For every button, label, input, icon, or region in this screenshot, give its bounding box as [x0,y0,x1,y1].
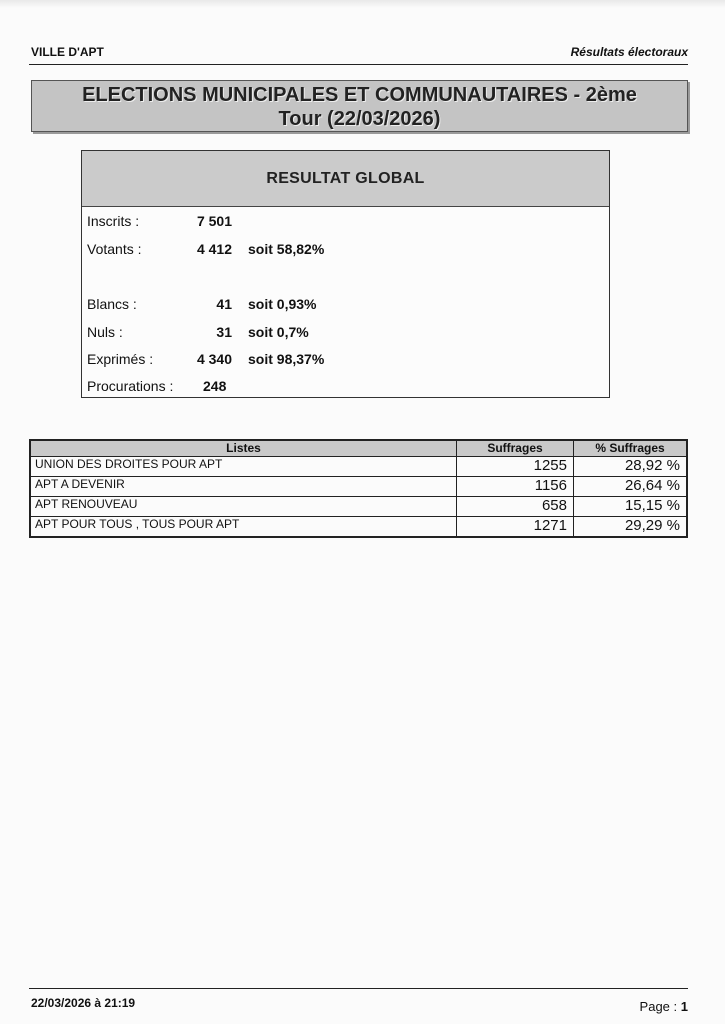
header-divider [29,64,688,65]
exprimes-label: Exprimés : [87,351,154,367]
election-title-line-1: ELECTIONS MUNICIPALES ET COMMUNAUTAIRES - 2ème [82,84,637,106]
header-pct-suffrages: % Suffrages [574,440,688,457]
list-votes: 1156 [457,477,574,497]
stat-row-exprimes [82,349,609,369]
list-results-table [29,439,688,538]
list-percent: 29,29 % [574,517,688,538]
election-title-banner [31,80,688,132]
stat-row-nuls [82,322,609,342]
stat-row-procurations [82,376,609,396]
list-votes: 1271 [457,517,574,538]
list-name: APT RENOUVEAU [30,497,457,517]
inscrits-value: 7 501 [196,213,232,229]
global-results-heading: RESULTAT GLOBAL [82,151,609,207]
header-suffrages: Suffrages [457,440,574,457]
table-row [30,497,687,517]
list-name: APT A DEVENIR [30,477,457,497]
stat-row-votants [82,239,609,259]
list-votes: 658 [457,497,574,517]
results-header-row [30,440,687,457]
global-results-panel [81,150,610,398]
town-name: VILLE D'APT [31,45,104,59]
table-row [30,517,687,538]
votants-label: Votants : [87,241,142,257]
list-name: UNION DES DROITES POUR APT [30,457,457,477]
list-percent: 28,92 % [574,457,688,477]
nuls-percent: soit 0,7% [248,324,309,340]
nuls-value: 31 [216,324,232,340]
nuls-label: Nuls : [87,324,123,340]
footer-divider [29,988,688,989]
exprimes-value: 4 340 [196,351,232,367]
document-type: Résultats électoraux [570,45,688,59]
blancs-percent: soit 0,93% [248,296,317,312]
table-row [30,477,687,497]
list-votes: 1255 [457,457,574,477]
inscrits-label: Inscrits : [87,213,140,229]
page-label: Page : [639,999,678,1014]
votants-percent: soit 58,82% [248,241,325,257]
scan-edge [0,0,725,8]
procurations-label: Procurations : [87,378,174,394]
election-title-line-2: Tour (22/03/2026) [278,108,441,130]
stat-row-blancs [82,294,609,314]
exprimes-percent: soit 98,37% [248,351,325,367]
blancs-value: 41 [216,296,232,312]
list-percent: 15,15 % [574,497,688,517]
votants-value: 4 412 [196,241,232,257]
stat-row-inscrits [82,211,609,231]
blancs-label: Blancs : [87,296,137,312]
page-number: 1 [680,999,688,1014]
table-row [30,457,687,477]
list-percent: 26,64 % [574,477,688,497]
procurations-value: 248 [203,378,227,394]
page-indicator [640,999,688,1014]
list-name: APT POUR TOUS , TOUS POUR APT [30,517,457,538]
header-listes: Listes [30,440,457,457]
print-timestamp: 22/03/2026 à 21:19 [31,996,136,1010]
